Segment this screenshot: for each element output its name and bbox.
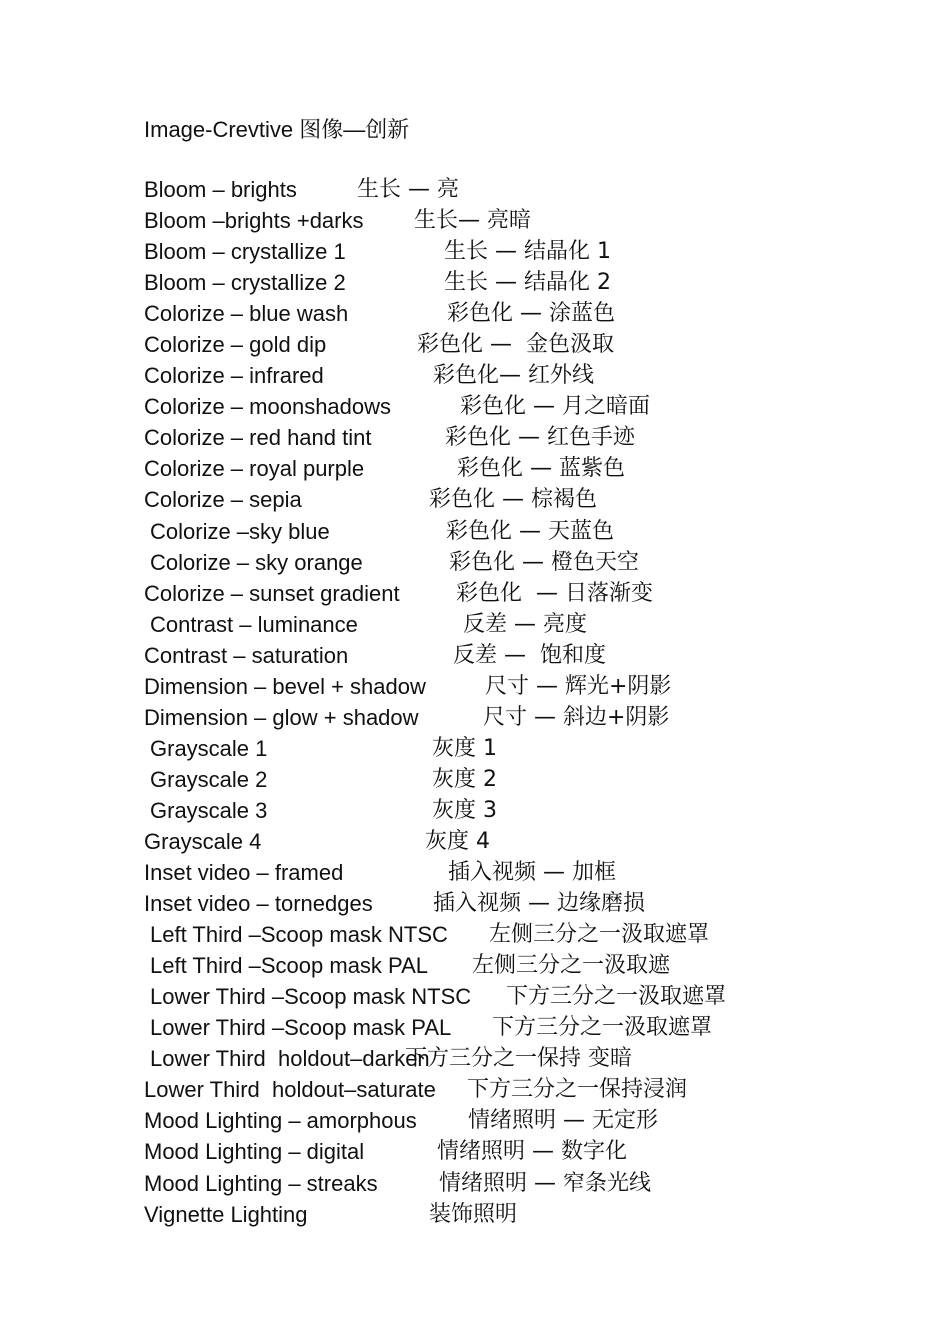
effect-name-zh: 彩色化 — 棕褐色	[429, 487, 597, 513]
effect-row	[144, 888, 904, 919]
effect-row	[144, 609, 904, 640]
effect-row	[144, 484, 904, 515]
effect-name-zh: 灰度 2	[432, 766, 497, 792]
effect-row	[144, 547, 904, 578]
effect-name-zh: 左侧三分之一汲取遮罩	[489, 922, 710, 948]
effect-row	[144, 826, 904, 857]
effect-name-zh: 情绪照明 — 无定形	[468, 1108, 658, 1134]
effect-row	[144, 1105, 904, 1136]
effect-name-en: Left Third –Scoop mask PAL	[150, 953, 428, 979]
effect-name-en: Grayscale 1	[150, 735, 268, 761]
effect-row	[144, 1168, 904, 1199]
effect-row	[144, 1199, 904, 1230]
effect-name-zh: 生长 — 结晶化 2	[444, 270, 611, 296]
effect-row	[144, 236, 904, 267]
effect-name-en: Bloom – brights	[144, 177, 297, 202]
effect-name-en: Colorize – moonshadows	[144, 394, 392, 420]
effect-name-zh: 彩色化 — 天蓝色	[446, 518, 614, 544]
effect-row	[144, 950, 904, 981]
effect-name-en: Lower Third –Scoop mask NTSC	[150, 984, 472, 1010]
effect-name-zh: 彩色化 — 红色手迹	[445, 425, 635, 451]
effect-row	[144, 453, 904, 484]
effect-name-zh: 反差 — 饱和度	[453, 642, 606, 668]
effects-list	[144, 174, 904, 1230]
effect-name-zh: 情绪照明 — 窄条光线	[439, 1170, 651, 1196]
effect-name-en: Colorize – infrared	[144, 363, 324, 389]
effect-name-zh: 下方三分之一保持浸润	[467, 1077, 688, 1103]
effect-name-zh: 生长 — 结晶化 1	[444, 239, 611, 265]
effect-name-zh: 下方三分之一汲取遮罩	[506, 984, 727, 1010]
effect-name-en: Grayscale 3	[150, 797, 268, 823]
effect-name-zh: 彩色化— 红外线	[433, 363, 594, 389]
effect-name-en: Colorize – sky orange	[150, 549, 363, 575]
effect-row	[144, 764, 904, 795]
effect-name-en: Mood Lighting – digital	[144, 1139, 365, 1165]
effect-name-en: Contrast – luminance	[150, 611, 358, 637]
effect-name-en: Vignette Lighting	[144, 1201, 308, 1227]
effect-name-zh: 彩色化 — 橙色天空	[449, 549, 639, 575]
effect-row	[144, 671, 904, 702]
effect-name-en: Colorize – royal purple	[144, 456, 365, 482]
effect-name-en: Inset video – framed	[144, 860, 344, 886]
effect-name-en: Colorize – sepia	[144, 487, 302, 513]
effect-name-zh: 插入视频 — 边缘磨损	[433, 891, 645, 917]
effect-row	[144, 733, 904, 764]
effect-name-en: Mood Lighting – amorphous	[144, 1108, 417, 1134]
effect-row	[144, 391, 904, 422]
effect-name-en: Dimension – glow + shadow	[144, 704, 419, 730]
effect-name-en: Lower Third –Scoop mask PAL	[150, 1015, 452, 1041]
effect-name-en: Left Third –Scoop mask NTSC	[150, 922, 448, 948]
effect-name-zh: 插入视频 — 加框	[448, 860, 616, 886]
effect-name-en: Lower Third holdout–saturate	[144, 1077, 436, 1103]
effect-row	[144, 981, 904, 1012]
effect-row	[144, 174, 904, 205]
effect-name-zh: 灰度 1	[432, 735, 497, 761]
effect-row	[144, 360, 904, 391]
effect-row	[144, 640, 904, 671]
effect-name-zh: 装饰照明	[429, 1201, 518, 1227]
effect-name-en: Colorize –sky blue	[150, 518, 330, 544]
effect-name-en: Colorize – gold dip	[144, 332, 327, 358]
effect-name-en: Colorize – blue wash	[144, 301, 349, 327]
effect-name-en: Lower Third holdout–darken	[150, 1046, 430, 1072]
effect-name-zh: 生长— 亮暗	[414, 208, 531, 234]
effect-name-en: Inset video – tornedges	[144, 891, 373, 917]
effect-name-zh: 反差 — 亮度	[463, 611, 587, 637]
effect-name-zh: 灰度 3	[432, 797, 497, 823]
effect-row	[144, 422, 904, 453]
effect-name-en: Grayscale 2	[150, 766, 268, 792]
effect-row	[144, 1012, 904, 1043]
effect-name-en: Bloom –brights +darks	[144, 208, 364, 234]
effect-name-zh: 尺寸 — 斜边+阴影	[483, 704, 670, 730]
effect-row	[144, 1043, 904, 1074]
effect-name-zh: 下方三分之一汲取遮罩	[492, 1015, 713, 1041]
effect-name-en: Bloom – crystallize 2	[144, 270, 346, 296]
effect-name-en: Mood Lighting – streaks	[144, 1170, 378, 1196]
document-title: Image-Crevtive 图像—创新	[144, 117, 410, 142]
effect-row	[144, 919, 904, 950]
effect-name-zh: 彩色化 — 金色汲取	[417, 332, 614, 358]
effect-row	[144, 702, 904, 733]
effect-name-zh: 生长 — 亮	[357, 177, 459, 202]
effect-row	[144, 298, 904, 329]
effect-name-zh: 彩色化 — 蓝紫色	[457, 456, 625, 482]
effect-name-en: Bloom – crystallize 1	[144, 239, 346, 265]
effect-name-zh: 彩色化 — 月之暗面	[460, 394, 650, 420]
effect-name-en: Grayscale 4	[144, 828, 262, 854]
effect-name-zh: 情绪照明 — 数字化	[437, 1139, 627, 1165]
effect-row	[144, 516, 904, 547]
effect-row	[144, 329, 904, 360]
effect-name-en: Colorize – sunset gradient	[144, 580, 400, 606]
effect-row	[144, 267, 904, 298]
effect-name-zh: 彩色化 — 涂蓝色	[447, 301, 615, 327]
effect-row	[144, 1136, 904, 1167]
effect-row	[144, 857, 904, 888]
effect-row	[144, 1074, 904, 1105]
effect-row	[144, 205, 904, 236]
effect-name-en: Dimension – bevel + shadow	[144, 673, 426, 699]
effect-name-zh: 左侧三分之一汲取遮	[472, 953, 671, 979]
effect-row	[144, 795, 904, 826]
effect-name-zh: 尺寸 — 辉光+阴影	[485, 673, 672, 699]
effect-name-zh: 灰度 4	[425, 828, 490, 854]
effect-name-zh: 彩色化 — 日落渐变	[456, 580, 653, 606]
effect-row	[144, 578, 904, 609]
effect-name-en: Contrast – saturation	[144, 642, 349, 668]
effect-name-zh: 下方三分之一保持 变暗	[405, 1046, 632, 1072]
effect-name-en: Colorize – red hand tint	[144, 425, 372, 451]
